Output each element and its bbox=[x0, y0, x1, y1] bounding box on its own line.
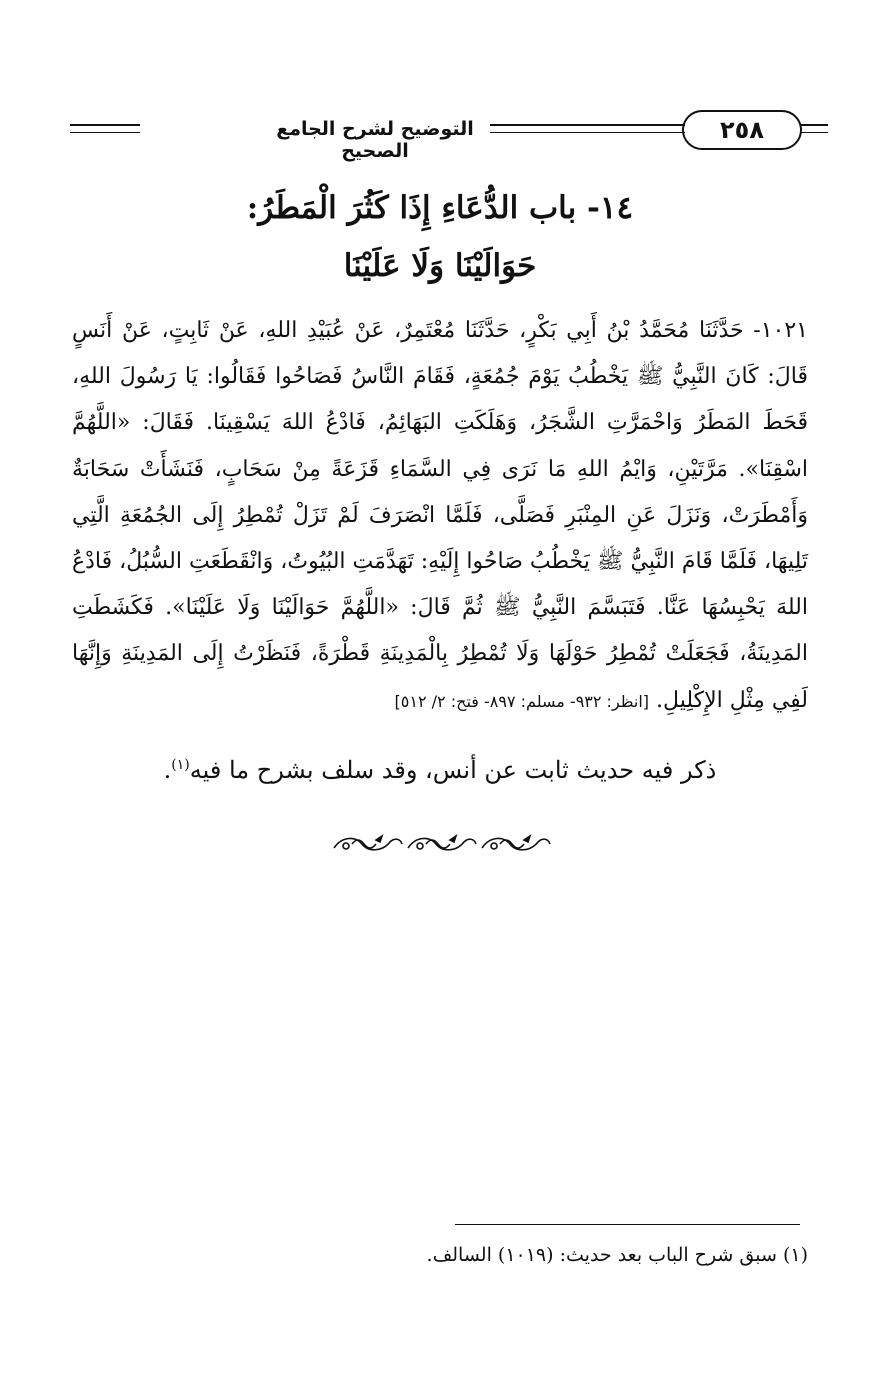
chapter-title: ١٤- باب الدُّعَاءِ إِذَا كَثُرَ الْمَطَرُ: bbox=[246, 190, 634, 226]
header-rule-end bbox=[800, 124, 828, 126]
hadith-body: ١٠٢١- حَدَّثَنَا مُحَمَّدُ بْنُ أَبِي بَكْرٍ، حَدَّثَنَا مُعْتَمِرٌ، عَنْ عُبَيْدِ اللهِ، عَنْ ثَابِتٍ، عَنْ أَنَسٍ قَالَ: كَانَ النَّبِيُّ ﷺ يَخْطُبُ يَوْمَ جُمُعَةٍ، فَقَامَ النَّاسُ فَصَاحُوا فَقَالُوا: يَا رَسُولَ اللهِ، قَحَطَ المَطَرُ وَاحْمَرَّتِ الشَّجَرُ، وَهَلَكَتِ البَهَائِمُ، فَادْعُ اللهَ يَسْقِينَا. فَقَالَ: «اللَّهُمَّ اسْقِنَا». مَرَّتَيْنِ، وَايْمُ اللهِ مَا نَرَى فِي السَّمَاءِ قَزَعَةً مِنْ سَحَابٍ، فَنَشَأَتْ سَحَابَةٌ وَأَمْطَرَتْ، وَنَزَلَ عَنِ المِنْبَرِ فَصَلَّى، فَلَمَّا انْصَرَفَ لَمْ تَزَلْ تُمْطِرُ إِلَى الجُمُعَةِ الَّتِي تَلِيهَا، فَلَمَّا قَامَ النَّبِيُّ ﷺ يَخْطُبُ صَاحُوا إِلَيْهِ: تَهَدَّمَتِ البُيُوتُ، وَانْقَطَعَتِ السُّبُلُ، فَادْعُ اللهَ يَحْبِسُهَا عَنَّا. فَتَبَسَّمَ النَّبِيُّ ﷺ ثُمَّ قَالَ: «اللَّهُمَّ حَوَالَيْنَا وَلَا عَلَيْنَا». فَكَشَطَتِ المَدِينَةُ، فَجَعَلَتْ تُمْطِرُ حَوْلَهَا وَلَا تُمْطِرُ بِالْمَدِينَةِ قَطْرَةً، فَنَظَرْتُ إِلَى المَدِينَةِ وَإِنَّهَا لَفِي مِثْلِ الإِكْلِيلِ. bbox=[72, 318, 808, 713]
hadith-text bbox=[72, 308, 808, 725]
commentary bbox=[72, 756, 808, 784]
header-rule-right-2 bbox=[490, 132, 685, 133]
header-rule-left-2 bbox=[70, 132, 140, 133]
page-number: ٢٥٨ bbox=[682, 110, 802, 150]
footnote-number: (١) bbox=[782, 1244, 808, 1266]
footnote-marker[interactable]: (١) bbox=[171, 757, 190, 773]
header-rule-right bbox=[490, 124, 685, 126]
running-title: التوضيح لشرح الجامع الصحيح bbox=[276, 118, 474, 162]
header-rule-end-2 bbox=[800, 132, 828, 133]
page-header bbox=[70, 110, 800, 162]
section-ornament bbox=[330, 826, 554, 862]
chapter-subtitle: حَوَالَيْنَا وَلَا عَلَيْنَا bbox=[343, 248, 537, 284]
commentary-end: . bbox=[163, 756, 172, 784]
footnote bbox=[300, 1244, 808, 1266]
hadith-reference: [انظر: ٩٣٢- مسلم: ٨٩٧- فتح: ٢/ ٥١٢] bbox=[394, 691, 650, 711]
ornament-unit bbox=[334, 836, 402, 850]
footnote-separator bbox=[455, 1224, 800, 1225]
header-rule-left bbox=[70, 124, 140, 126]
footnote-text: سبق شرح الباب بعد حديث: (١٠١٩) السالف. bbox=[426, 1244, 777, 1266]
commentary-text: ذكر فيه حديث ثابت عن أنس، وقد سلف بشرح ما فيه bbox=[189, 756, 717, 784]
